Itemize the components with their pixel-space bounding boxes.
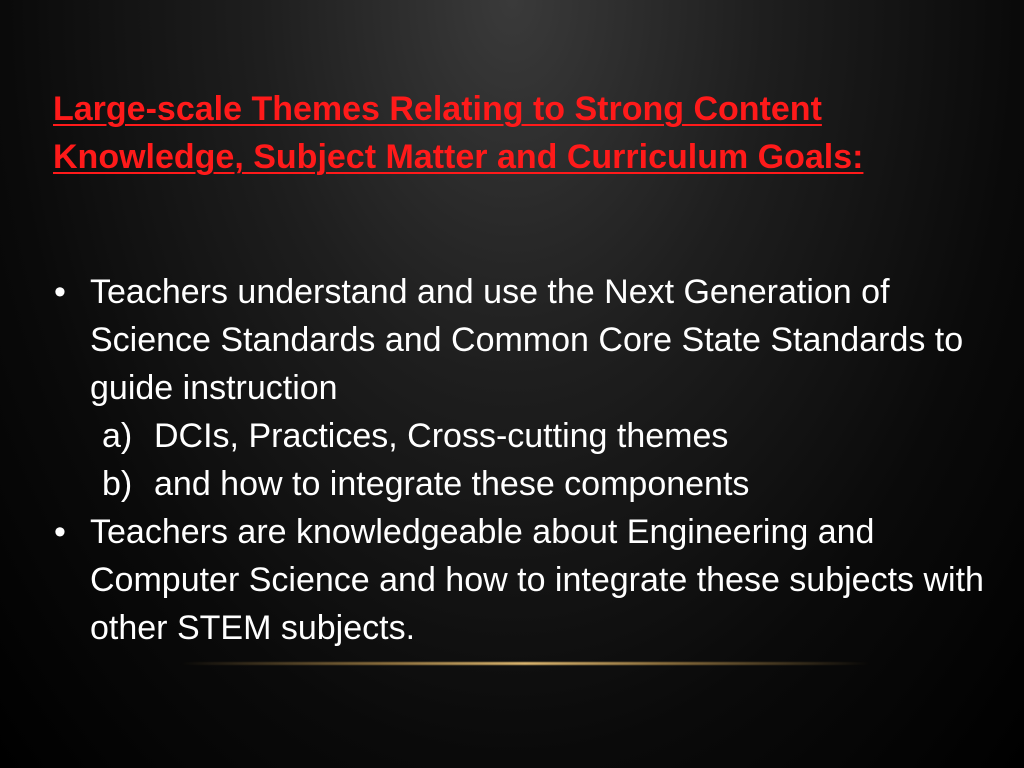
bullet-icon: • (54, 273, 66, 311)
bullet-item (50, 268, 1000, 508)
sub-item (90, 412, 1000, 460)
sub-item-text: DCIs, Practices, Cross-cutting themes (154, 417, 729, 455)
sub-list (90, 412, 1000, 508)
sub-item-marker: a) (102, 417, 133, 455)
slide-title: Large-scale Themes Relating to Strong Content Knowledge, Subject Matter and Curriculum Goals: (53, 90, 864, 176)
bullet-item (50, 508, 1000, 652)
slide-body (50, 268, 1000, 652)
sub-item (90, 460, 1000, 508)
bullet-icon: • (54, 513, 66, 551)
bullet-text: Teachers are knowledgeable about Engineering and Computer Science and how to integrate these subjects with other STEM subjects. (90, 513, 984, 647)
divider-line (180, 662, 870, 665)
sub-item-text: and how to integrate these components (154, 465, 750, 503)
bullet-text: Teachers understand and use the Next Generation of Science Standards and Common Core State Standards to guide instruction (90, 273, 964, 407)
sub-item-marker: b) (102, 465, 133, 503)
bullet-list (50, 268, 1000, 652)
